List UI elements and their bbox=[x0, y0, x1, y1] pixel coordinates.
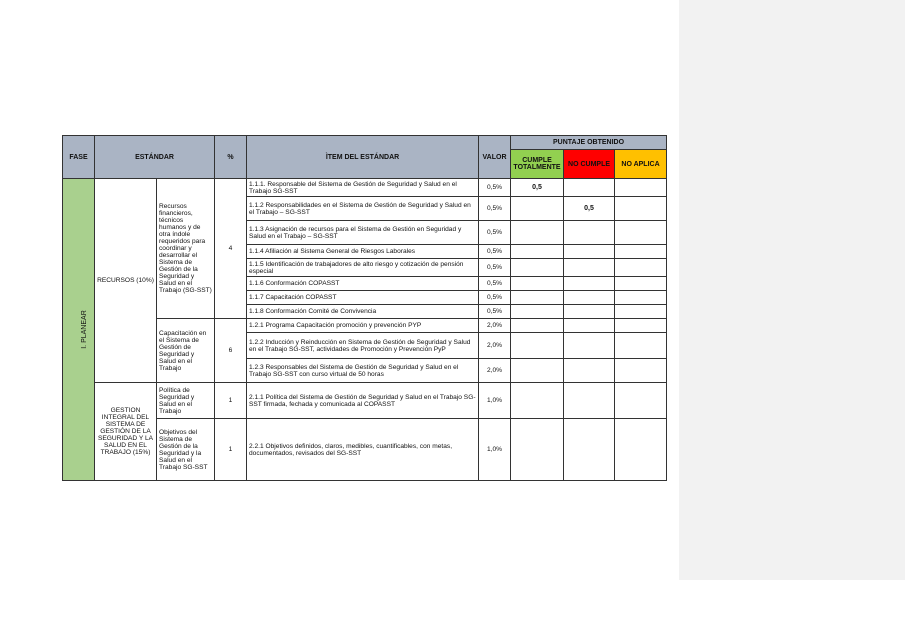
item-text: 1.1.7 Capacitación COPASST bbox=[247, 291, 479, 305]
score-no-aplica[interactable] bbox=[615, 245, 667, 259]
score-no-aplica[interactable] bbox=[615, 179, 667, 197]
sub-pct: 1 bbox=[215, 383, 247, 419]
comments-sidebar bbox=[679, 0, 905, 580]
score-cumple[interactable] bbox=[511, 245, 564, 259]
score-cumple[interactable] bbox=[511, 221, 564, 245]
item-text: 2.2.1 Objetivos definidos, claros, medibles, cuantificables, con metas, documentados, revisados del SG-SST bbox=[247, 419, 479, 481]
sub-pct: 6 bbox=[215, 319, 247, 383]
score-cumple[interactable] bbox=[511, 197, 564, 221]
item-text: 1.1.1. Responsable del Sistema de Gestión de Seguridad y Salud en el Trabajo SG-SST bbox=[247, 179, 479, 197]
score-no-cumple[interactable] bbox=[564, 419, 615, 481]
score-cumple[interactable] bbox=[511, 359, 564, 383]
item-text: 1.2.2 Inducción y Reinducción en Sistema de Gestión de Seguridad y Salud en el Trabajo SG-SST, actividades de Promoción y Prevención PyP bbox=[247, 333, 479, 359]
score-no-cumple[interactable] bbox=[564, 259, 615, 277]
group-gestion-integral: GESTION INTEGRAL DEL SISTEMA DE GESTIÓN DE LA SEGURIDAD Y LA SALUD EN EL TRABAJO (15%) bbox=[95, 383, 157, 481]
item-valor: 2,0% bbox=[479, 359, 511, 383]
sub-pct: 4 bbox=[215, 179, 247, 319]
item-valor: 0,5% bbox=[479, 179, 511, 197]
header-fase: FASE bbox=[63, 136, 95, 179]
item-text: 1.1.6 Conformación COPASST bbox=[247, 277, 479, 291]
header-valor: VALOR bbox=[479, 136, 511, 179]
item-text: 1.2.1 Programa Capacitación promoción y prevención PYP bbox=[247, 319, 479, 333]
table-row bbox=[63, 383, 667, 419]
score-no-aplica[interactable] bbox=[615, 291, 667, 305]
item-valor: 1,0% bbox=[479, 383, 511, 419]
item-text: 2.1.1 Política del Sistema de Gestión de Seguridad y Salud en el Trabajo SG-SST firmada, fechada y comunicada al COPASST bbox=[247, 383, 479, 419]
score-no-aplica[interactable] bbox=[615, 319, 667, 333]
score-no-cumple[interactable] bbox=[564, 221, 615, 245]
item-text: 1.1.8 Conformación Comité de Convivencia bbox=[247, 305, 479, 319]
item-text: 1.1.2 Responsabilidades en el Sistema de Gestión de Seguridad y Salud en el Trabajo – SG-SST bbox=[247, 197, 479, 221]
table-row bbox=[63, 179, 667, 197]
item-valor: 0,5% bbox=[479, 245, 511, 259]
item-text: 1.1.5 Identificación de trabajadores de alto riesgo y cotización de pensión especial bbox=[247, 259, 479, 277]
score-cumple[interactable] bbox=[511, 291, 564, 305]
score-no-aplica[interactable] bbox=[615, 197, 667, 221]
score-no-cumple[interactable] bbox=[564, 359, 615, 383]
header-puntaje: PUNTAJE OBTENIDO bbox=[511, 136, 667, 150]
score-cumple[interactable]: 0,5 bbox=[511, 179, 564, 197]
item-valor: 0,5% bbox=[479, 277, 511, 291]
header-pct: % bbox=[215, 136, 247, 179]
score-no-cumple[interactable] bbox=[564, 291, 615, 305]
score-cumple[interactable] bbox=[511, 419, 564, 481]
score-no-aplica[interactable] bbox=[615, 419, 667, 481]
score-no-aplica[interactable] bbox=[615, 221, 667, 245]
score-cumple[interactable] bbox=[511, 319, 564, 333]
header-cumple: CUMPLE TOTALMENTE bbox=[511, 150, 564, 179]
item-valor: 0,5% bbox=[479, 197, 511, 221]
page-bottom bbox=[0, 580, 905, 640]
score-no-cumple[interactable] bbox=[564, 319, 615, 333]
sub-standard-recursos: Recursos financieros, técnicos humanos y de otra índole requeridos para coordinar y desarrollar el Sistema de Gestión de la Seguridad y Salud en el Trabajo (SG-SST) bbox=[157, 179, 215, 319]
score-no-aplica[interactable] bbox=[615, 333, 667, 359]
score-no-cumple[interactable] bbox=[564, 305, 615, 319]
header-no-aplica: NO APLICA bbox=[615, 150, 667, 179]
item-valor: 2,0% bbox=[479, 319, 511, 333]
score-cumple[interactable] bbox=[511, 277, 564, 291]
header-estandar: ESTÁNDAR bbox=[95, 136, 215, 179]
item-text: 1.1.4 Afiliación al Sistema General de Riesgos Laborales bbox=[247, 245, 479, 259]
header-item: ÌTEM DEL ESTÁNDAR bbox=[247, 136, 479, 179]
score-no-aplica[interactable] bbox=[615, 277, 667, 291]
score-cumple[interactable] bbox=[511, 333, 564, 359]
sub-pct: 1 bbox=[215, 419, 247, 481]
score-no-aplica[interactable] bbox=[615, 305, 667, 319]
item-valor: 2,0% bbox=[479, 333, 511, 359]
score-no-cumple[interactable] bbox=[564, 245, 615, 259]
score-no-aplica[interactable] bbox=[615, 259, 667, 277]
item-valor: 0,5% bbox=[479, 291, 511, 305]
score-cumple[interactable] bbox=[511, 305, 564, 319]
phase-cell bbox=[63, 179, 95, 481]
score-no-cumple[interactable] bbox=[564, 383, 615, 419]
item-valor: 0,5% bbox=[479, 259, 511, 277]
standards-table bbox=[62, 135, 667, 481]
score-no-cumple[interactable] bbox=[564, 277, 615, 291]
score-no-aplica[interactable] bbox=[615, 359, 667, 383]
score-no-cumple[interactable] bbox=[564, 333, 615, 359]
item-text: 1.1.3 Asignación de recursos para el Sistema de Gestión en Seguridad y Salud en el Trabajo – SG-SST bbox=[247, 221, 479, 245]
group-recursos: RECURSOS (10%) bbox=[95, 179, 157, 383]
sub-standard-objetivos: Objetivos del Sistema de Gestión de la Seguridad y la Salud en el Trabajo SG-SST bbox=[157, 419, 215, 481]
item-valor: 0,5% bbox=[479, 305, 511, 319]
score-cumple[interactable] bbox=[511, 383, 564, 419]
sub-standard-politica: Política de Seguridad y Salud en el Trabajo bbox=[157, 383, 215, 419]
score-no-cumple[interactable] bbox=[564, 179, 615, 197]
score-no-aplica[interactable] bbox=[615, 383, 667, 419]
header-no-cumple: NO CUMPLE bbox=[564, 150, 615, 179]
item-text: 1.2.3 Responsables del Sistema de Gestión de Seguridad y Salud en el Trabajo SG-SST con curso virtual de 50 horas bbox=[247, 359, 479, 383]
sub-standard-capacitacion: Capacitación en el Sistema de Gestión de Seguridad y Salud en el Trabajo bbox=[157, 319, 215, 383]
score-no-cumple[interactable]: 0,5 bbox=[564, 197, 615, 221]
item-valor: 0,5% bbox=[479, 221, 511, 245]
score-cumple[interactable] bbox=[511, 259, 564, 277]
item-valor: 1,0% bbox=[479, 419, 511, 481]
phase-label: I. PLANEAR bbox=[80, 310, 88, 349]
